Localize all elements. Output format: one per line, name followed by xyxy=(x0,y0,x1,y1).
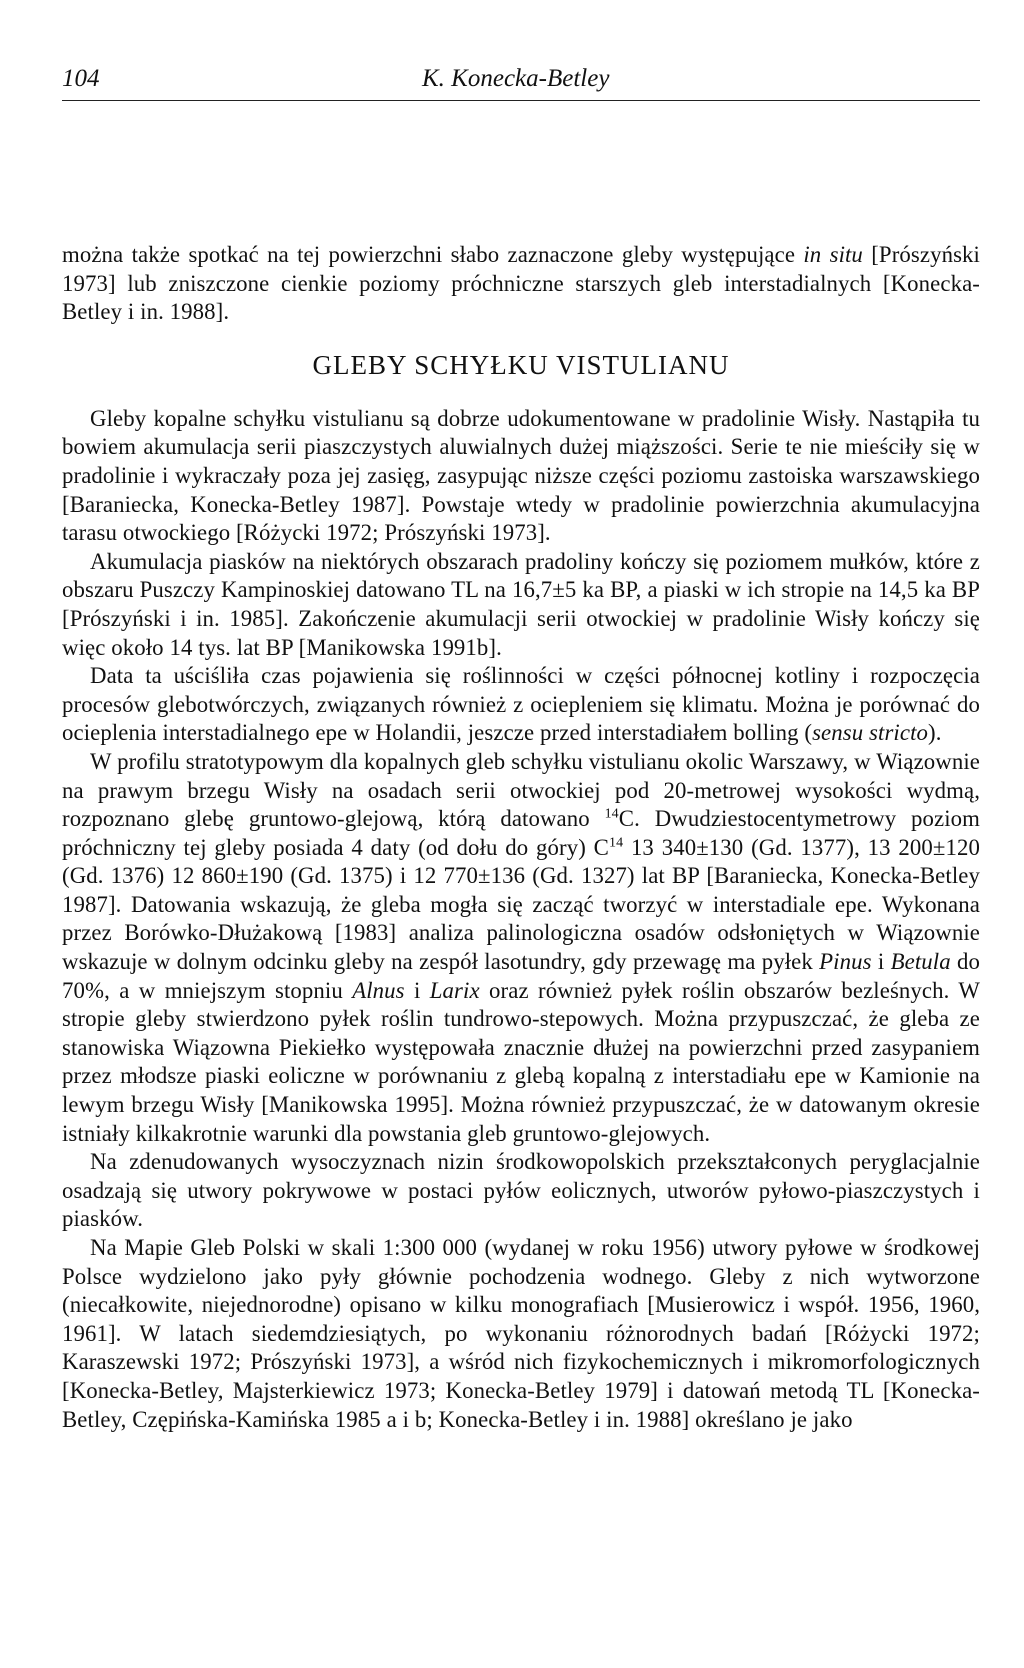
paragraph-continuation: można także spotkać na tej powierzchni słabo zaznaczone gleby występujące in situ [Prószyński 1973] lub zniszczone cienkie poziomy próchniczne starszych gleb interstadialnych [Konecka-Betley i in. 1988]. xyxy=(62,242,980,325)
paragraph: W profilu stratotypowym dla kopalnych gleb schyłku vistulianu okolic Warszawy, w Wiązownie na prawym brzegu Wisły na osadach serii otwockiej pod 20-metrowej wysokości wydmą, rozpoznano glebę gruntowo-glejową, którą datowano $^{14}$C. Dwudziestocentymetrowy poziom próchniczny tej gleby posiada 4 daty (od dołu do góry) $C^{14}$ 13 340±130 (Gd. 1377), 13 200±120 (Gd. 1376) 12 860±190 (Gd. 1375) i 12 770±136 (Gd. 1327) lat BP [Baraniecka, Konecka-Betley 1987]. Datowania wskazują, że gleba mogła się zacząć tworzyć w interstadiale epe. Wykonana przez Borówko-Dłużakową [1983] analiza palinologiczna osadów odsłoniętych w Wiązownie wskazuje w dolnym odcinku gleby na zespół lasotundry, gdy przewagę ma pyłek Pinus i Betula do 70%, a w mniejszym stopniu Alnus i Larix oraz również pyłek roślin obszarów bezleśnych. W stropie gleby stwierdzono pyłek roślin tundrowo-stepowych. Można przypuszczać, że gleba ze stanowiska Wiązowna Piekiełko występowała znacznie dłużej na powierzchni przed zasypaniem przez młodsze piaski eoliczne w porównaniu z glebą kopalną z interstadiału epe w Kamionie na lewym brzegu Wisły [Manikowska 1995]. Można również przypuszczać, że w datowanym okresie istniały kilkakrotnie warunki dla powstania gleb gruntowo-glejowych. xyxy=(62,748,981,1146)
paragraph: Na zdenudowanych wysoczyznach nizin środkowopolskich przekształconych peryglacjalnie osadzają się utwory pokrywowe w postaci pyłów eolicznych, utworów pyłowo-piaszczystych i piasków. xyxy=(62,1149,980,1232)
body-text xyxy=(62,241,980,1434)
paragraph: Akumulacja piasków na niektórych obszarach pradoliny kończy się poziomem mułków, które z obszaru Puszczy Kampinoskiej datowano TL na 16,7±5 ka BP, a piaski w ich stropie na 14,5 ka BP [Prószyński i in. 1985]. Zakończenie akumulacji serii otwockiej w pradolinie Wisły kończy się więc około 14 tys. lat BP [Manikowska 1991b]. xyxy=(62,548,980,660)
section-heading: GLEBY SCHYŁKU VISTULIANU xyxy=(312,349,730,380)
paragraph: Na Mapie Gleb Polski w skali 1:300 000 (wydanej w roku 1956) utwory pyłowe w środkowej Polsce wydzielono jako pyły głównie pochodzenia wodnego. Gleby z nich wytworzone (niecałkowite, niejednorodne) opisano w kilku monografiach [Musierowicz i współ. 1956, 1960, 1961]. W latach siedemdziesiątych, po wykonaniu różnorodnych badań [Różycki 1972; Karaszewski 1972; Prószyński 1973], a wśród nich fizykochemicznych i mikromorfologicznych [Konecka-Betley, Majsterkiewicz 1973; Konecka-Betley 1979] i datowań metodą TL [Konecka-Betley, Czępińska-Kamińska 1985 a i b; Konecka-Betley i in. 1988] określano je jako xyxy=(62,1235,980,1432)
running-header xyxy=(62,64,980,101)
paragraph: Gleby kopalne schyłku vistulianu są dobrze udokumentowane w pradolinie Wisły. Nastąpiła tu bowiem akumulacja serii piaszczystych aluwialnych dużej miąższości. Serie te nie mieściły się w pradolinie i wykraczały poza jej zasięg, zasypując niższe części poziomu zastoiska warszawskiego [Baraniecka, Konecka-Betley 1987]. Powstaje wtedy w pradolinie powierzchnia akumulacyjna tarasu otwockiego [Różycki 1972; Prószyński 1973]. xyxy=(62,405,980,546)
page-number: 104 xyxy=(62,65,100,92)
running-title: K. Konecka-Betley xyxy=(422,65,610,92)
paragraph: Data ta uściśliła czas pojawienia się roślinności w części północnej kotliny i rozpoczęcia procesów glebotwórczych, związanych również z ociepleniem się klimatu. Można je porównać do ocieplenia interstadialnego epe w Holandii, jeszcze przed interstadiałem bolling (sensu stricto). xyxy=(62,663,980,746)
